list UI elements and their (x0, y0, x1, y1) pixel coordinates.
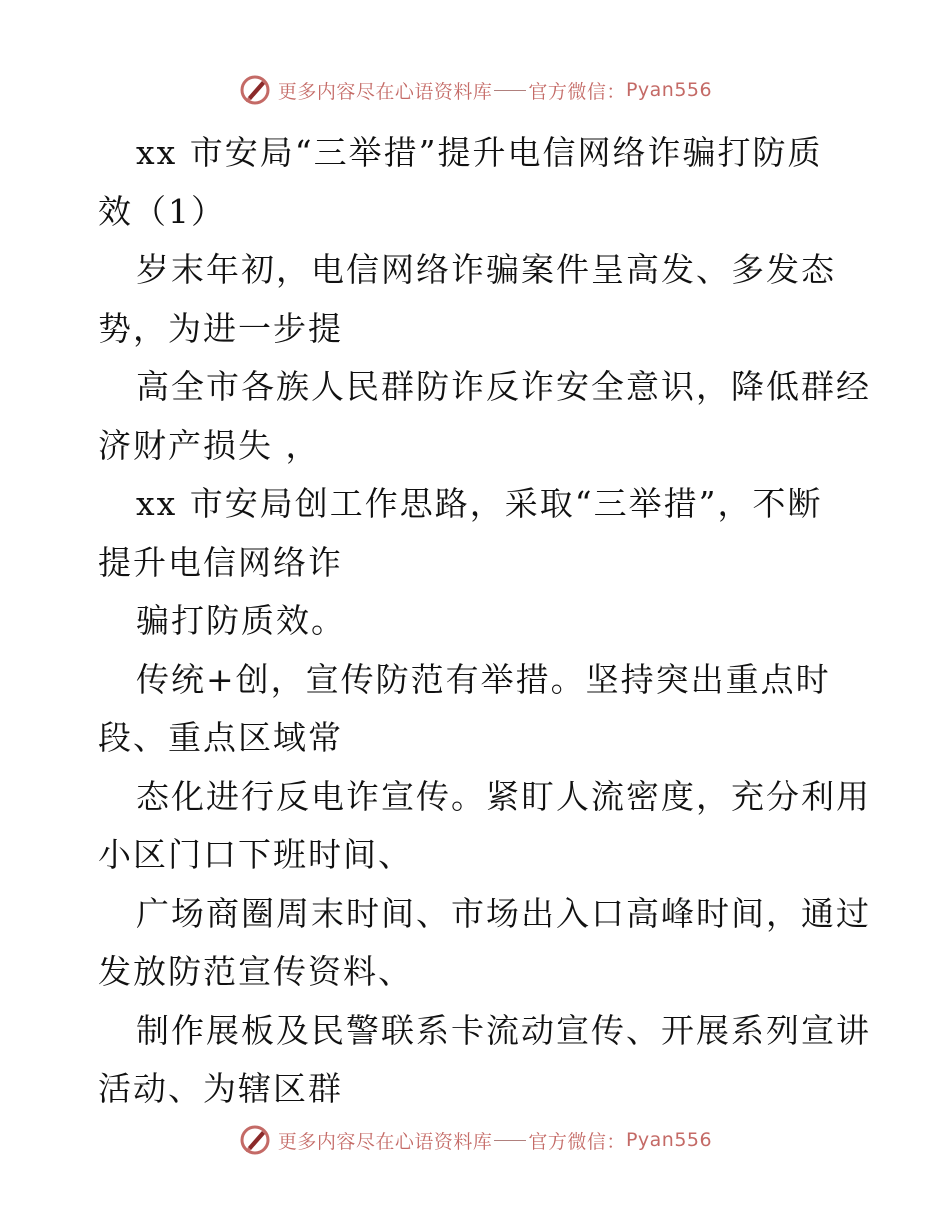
pen-logo-icon (238, 73, 272, 107)
paragraph-line: 活动、为辖区群 (98, 1069, 343, 1108)
paragraph-line: 势，为进一步提 (98, 308, 343, 348)
paragraph-line: 小区门口下班时间、 (98, 835, 413, 874)
watermark-suffix-text: 官方微信： (528, 80, 626, 103)
header-watermark (0, 70, 950, 110)
paragraph-line: 制作展板及民警联系卡流动宣传、开展系列宣讲 (136, 1010, 871, 1050)
paragraph-line: 骗打防质效。 (136, 601, 346, 640)
paragraph-line: 发放防范宣传资料、 (98, 952, 413, 991)
paragraph-line: 态化进行反电诈宣传。紧盯人流密度，充分利用 (136, 776, 871, 816)
footer-watermark (0, 1120, 950, 1160)
watermark-site-text: 更多内容尽在心语资料库 (277, 1130, 493, 1153)
document-body (98, 124, 871, 1119)
paragraph-line: 岁末年初，电信网络诈骗案件呈高发、多发态 (136, 250, 836, 289)
paragraph-line: 传统+创，宣传防范有举措。坚持突出重点时 (136, 659, 831, 699)
watermark-divider (494, 90, 526, 91)
paragraph-line: 济财产损失 ， (98, 425, 321, 465)
paragraph-line: xx 市安局创工作思路，采取“三举措”，不断 (136, 484, 823, 523)
paragraph-line: 提升电信网络诈 (98, 542, 343, 582)
pen-logo-icon (238, 1123, 272, 1157)
watermark-divider (494, 1140, 526, 1141)
watermark-suffix-text: 官方微信： (528, 1130, 626, 1153)
paragraph-line: 广场商圈周末时间、市场出入口高峰时间，通过 (136, 893, 871, 933)
watermark-wechat-id: Pyan556 (625, 1129, 713, 1151)
paragraph-line: 段、重点区域常 (98, 718, 343, 757)
paragraph-line: 高全市各族人民群防诈反诈安全意识，降低群经 (136, 367, 871, 406)
watermark-wechat-id: Pyan556 (625, 79, 713, 101)
title-line-1: xx 市安局“三举措”提升电信网络诈骗打防质 (136, 133, 823, 172)
watermark-site-text: 更多内容尽在心语资料库 (277, 80, 493, 103)
title-line-2: 效（1） (98, 191, 226, 231)
